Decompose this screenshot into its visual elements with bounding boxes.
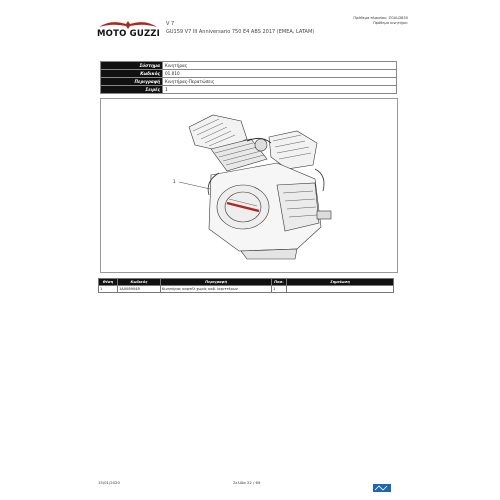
model-series: V 7 xyxy=(166,21,175,27)
system-label: Σύστημα xyxy=(101,62,163,70)
row-description: Κινητήρας καρτέλ χωρίς καβ. Ιαριττέρων xyxy=(161,286,272,293)
series-label: Σειρές xyxy=(101,86,163,94)
info-row-system xyxy=(101,62,397,70)
code-label: Κωδικός xyxy=(101,70,163,78)
parts-table xyxy=(98,278,394,293)
col-quantity: Ποσ. xyxy=(272,279,287,286)
info-row-code xyxy=(101,70,397,78)
info-row-series xyxy=(101,86,397,94)
engine-drawing xyxy=(189,115,331,259)
col-description: Περιγραφή xyxy=(161,279,272,286)
col-note: Σημείωση xyxy=(287,279,394,286)
description-label: Περιγραφή xyxy=(101,78,163,86)
code-value: 01.010 xyxy=(163,70,397,78)
series-value: 1 xyxy=(163,86,397,94)
table-row[interactable] xyxy=(99,286,394,293)
system-value: Κινητήρας xyxy=(163,62,397,70)
frame-prefix: Πρόθεμα πλαισίου: ZGULD830 xyxy=(353,16,408,20)
row-code: 1A008904R xyxy=(118,286,161,293)
header-prefixes xyxy=(353,16,408,26)
col-code: Κωδικός xyxy=(118,279,161,286)
page-number: Σελίδα 22 / 69 xyxy=(233,480,261,485)
callout-number: 1 xyxy=(173,179,176,184)
engine-diagram xyxy=(100,98,398,273)
info-table xyxy=(100,61,397,94)
engine-prefix: Πρόθεμα κινητήρα: xyxy=(372,21,408,25)
parts-header-row xyxy=(99,279,394,286)
row-quantity: 1 xyxy=(272,286,287,293)
footer-date: 15/01/2020 xyxy=(98,480,120,485)
info-row-description xyxy=(101,78,397,86)
engine-illustration xyxy=(101,99,397,272)
moto-guzzi-logo xyxy=(97,16,159,40)
row-note xyxy=(287,286,394,293)
brand-name: MOTO GUZZI xyxy=(97,29,161,39)
publisher-logo xyxy=(373,477,391,485)
description-value: Κινητήρας-Περατώσεις xyxy=(163,78,397,86)
publisher-logo-icon xyxy=(373,484,391,492)
col-position: Θέση xyxy=(99,279,118,286)
model-title: GU159 V7 III Anniversario 750 E4 ABS 2017 (EMEA, LATAM) xyxy=(166,29,315,35)
row-position: 1 xyxy=(99,286,118,293)
